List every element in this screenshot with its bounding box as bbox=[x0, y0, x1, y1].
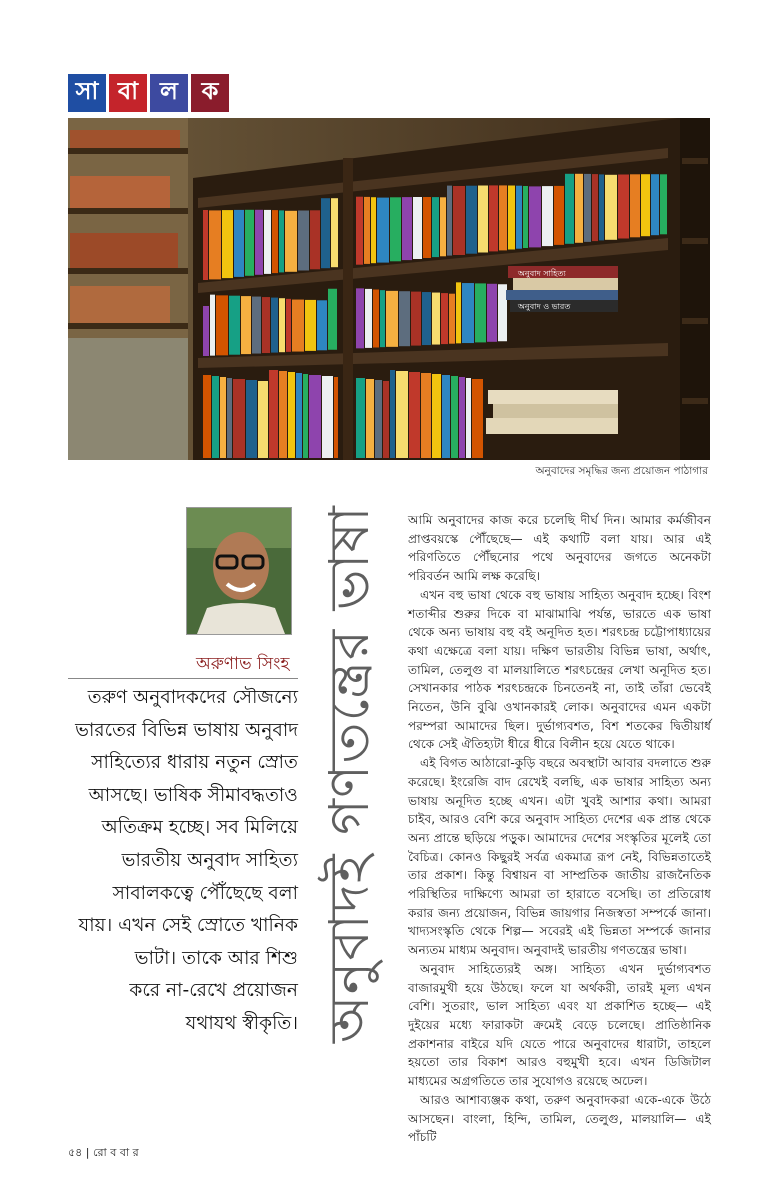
intro-line: আসছে। ভাষিক সীমাবদ্ধতাও bbox=[88, 784, 298, 806]
intro-line: অতিক্রম হচ্ছে। সব মিলিয়ে bbox=[101, 817, 298, 839]
book-spine bbox=[222, 210, 233, 278]
book-label: অনুবাদ সাহিত্য bbox=[518, 269, 566, 278]
book-spine bbox=[288, 372, 295, 458]
book-spine bbox=[309, 375, 321, 458]
book-spine bbox=[466, 186, 477, 254]
book-spine bbox=[599, 174, 604, 240]
author-photo bbox=[186, 507, 292, 635]
book-spine bbox=[432, 293, 440, 345]
book-spine bbox=[449, 294, 455, 344]
publication-name: রো ব বা র bbox=[93, 1146, 139, 1159]
photo-caption: অনুবাদের সমৃদ্ধির জন্য প্রয়োজন পাঠাগার bbox=[535, 465, 708, 477]
book-spine bbox=[499, 185, 507, 250]
book-spine bbox=[216, 295, 228, 355]
intro-line: সাহিত্যের ধারায় নতুন স্রোত bbox=[91, 752, 298, 774]
book-spine bbox=[399, 291, 410, 346]
book-spine bbox=[402, 197, 412, 260]
book-spine bbox=[203, 375, 211, 458]
book-spine bbox=[459, 377, 465, 458]
book-spine bbox=[298, 211, 309, 271]
book-spine bbox=[462, 283, 474, 343]
book-spine bbox=[565, 174, 574, 244]
book-spine bbox=[373, 290, 379, 348]
book-spine bbox=[279, 210, 284, 272]
divider bbox=[68, 678, 298, 679]
book-spine bbox=[305, 300, 316, 351]
book-spine bbox=[592, 174, 598, 241]
book-spine bbox=[292, 300, 304, 352]
book-spine bbox=[321, 198, 330, 268]
book-spine bbox=[241, 296, 251, 354]
book-spine bbox=[413, 197, 422, 259]
paragraph: এই বিগত আঠারো-কুড়ি বছরে অবস্থাটা আবার বদলাতে শুরু করেছে। ইংরেজি বাদ রেখেই বলছি, এক ভাষার সাহিত্য অন্য ভাষায় অনূদিত হচ্ছে এখন। এটা খুবই আশার কথা। আমরা চাইব, আরও বেশি করে অনুবাদ সাহিত্য দেশের এক প্রান্ত থেকে অন্য প্রান্তে ছড়িয়ে পড়ুক। আমাদের দেশের সংস্কৃতির মূলেই তো বৈচিত্র। কোনও কিছুরই সর্বত্র একমাত্র রূপ নেই, বিভিন্নতাতেই তার প্রকাশ। কিন্তু বিশ্বায়ন বা সাম্প্রতিক জাতীয় রাজনৈতিক পরিস্থিতির দাক্ষিণ্যে আমরা তা হারাতে বসেছি। তা প্রতিরোধ করার জন্য প্রয়োজন, বিভিন্ন জায়গার নিজস্বতা সম্পর্কে জানা। খাদ্যসংস্কৃতি থেকে শিল্প— সবেরই এই ভিন্নতা সম্পর্কে জানার অন্যতম মাধ্যম অনুবাদ। অনুবাদই ভারতীয় গণতন্ত্রের ভাষা। bbox=[408, 756, 711, 958]
book-spine bbox=[466, 378, 471, 458]
book-label: অনুবাদ ও ভারত bbox=[518, 302, 571, 311]
book-spine bbox=[529, 186, 541, 247]
book-spine bbox=[456, 282, 461, 343]
intro-line: ভারতের বিভিন্ন ভাষায় অনুবাদ bbox=[75, 719, 298, 741]
intro-line: ভাটা। তাকে আর শিশু bbox=[134, 947, 298, 969]
book-spine bbox=[575, 174, 583, 243]
intro-line: যায়। এখন সেই স্রোতে খানিক bbox=[78, 915, 298, 937]
book-spine bbox=[383, 381, 389, 458]
section-letter: ক bbox=[191, 74, 229, 112]
book-spine bbox=[356, 197, 363, 265]
section-tag bbox=[68, 74, 232, 112]
book-spine bbox=[605, 175, 617, 240]
book-spine bbox=[487, 284, 497, 342]
book-spine bbox=[203, 210, 208, 280]
book-spine bbox=[432, 374, 441, 458]
book-spine bbox=[233, 379, 245, 458]
page-footer bbox=[68, 1144, 139, 1163]
book-spine bbox=[508, 186, 515, 250]
intro-line: তরুণ অনুবাদকদের সৌজন্যে bbox=[87, 687, 298, 708]
book-spine bbox=[328, 289, 337, 350]
book-spine bbox=[364, 197, 370, 264]
book-spine bbox=[523, 186, 528, 248]
book-spine bbox=[489, 185, 498, 251]
book-spine bbox=[442, 375, 450, 458]
book-spine bbox=[279, 298, 285, 352]
book-spine bbox=[366, 379, 374, 458]
book-spine bbox=[542, 186, 553, 246]
book-spine bbox=[356, 378, 365, 458]
book-spine bbox=[453, 186, 465, 255]
book-spine bbox=[371, 197, 376, 263]
book-spine bbox=[390, 197, 401, 261]
book-spine bbox=[296, 373, 302, 458]
paragraph: আমি অনুবাদের কাজ করে চলেছি দীর্ঘ দিন। আমার কর্মজীবন প্রাপ্তবয়স্কে পৌঁছেছে— এই কথাটি বলা যায়। আর এই পরিণতিতে পৌঁছনোর পথে অনুবাদের জগতে অনেকটা পরিবর্তন আমি লক্ষ করেছি। bbox=[408, 513, 711, 584]
book-spine bbox=[451, 376, 458, 458]
book-spine bbox=[317, 300, 327, 350]
book-spine bbox=[584, 174, 591, 242]
book-spine bbox=[660, 174, 667, 234]
book-spine bbox=[303, 374, 308, 458]
book-spine bbox=[272, 210, 278, 273]
author-name: অরুণাভ সিংহ bbox=[196, 654, 290, 674]
book-spine bbox=[396, 371, 408, 458]
book-spine bbox=[271, 298, 278, 353]
book-spine bbox=[375, 380, 382, 458]
book-spine bbox=[279, 371, 287, 458]
section-letter: বা bbox=[109, 74, 147, 112]
book-spine bbox=[203, 306, 209, 356]
section-letter: ল bbox=[150, 74, 188, 112]
article-title: অনুবাদই গণতন্ত্রের ভাষা bbox=[317, 505, 381, 1043]
book-spine bbox=[641, 174, 650, 236]
book-spine bbox=[422, 292, 431, 345]
book-spine bbox=[252, 297, 261, 354]
section-letter: সা bbox=[68, 74, 106, 112]
book-spine bbox=[286, 299, 291, 352]
book-spine bbox=[234, 210, 244, 277]
book-spine bbox=[220, 377, 226, 458]
book-spine bbox=[478, 186, 488, 253]
book-spine bbox=[365, 289, 372, 348]
book-spine bbox=[409, 372, 420, 458]
paragraph: এখন বহু ভাষা থেকে বহু ভাষায় সাহিত্য অনুবাদ হচ্ছে। বিংশ শতাব্দীর শুরুর দিকে বা মাঝামাঝি পর্যন্ত, ভারতে এক ভাষা থেকে অন্য ভাষায় বহু বই অনূদিত হত। শরৎচন্দ্র চট্টোপাধ্যায়ের কথা এক্ষেত্রে বলা যায়। দক্ষিণ ভারতীয় বিভিন্ন ভাষা, অর্থাৎ, তামিল, তেলুগু বা মালয়ালিতে শরৎচন্দ্রের লেখা অনূদিত হত। সেখানকার পাঠক শরৎচন্দ্রকে চিনতেনই না, তাই তাঁরা ভেবেই নিতেন, উনি বুঝি ওখানকারই লোক। অনুবাদের এমন একটা পরম্পরা আমাদের ছিল। দুর্ভাগ্যবশত, বিশ শতকের দ্বিতীয়ার্ধ থেকে সেই ঐতিহ্যটা ধীরে ধীরে বিলীন হয়ে যেতে থাকে। bbox=[408, 587, 711, 752]
book-spine bbox=[390, 370, 395, 458]
book-spine bbox=[209, 210, 221, 279]
book-spine bbox=[356, 288, 364, 348]
book-spine bbox=[651, 174, 659, 235]
book-spine bbox=[447, 186, 452, 256]
book-spine bbox=[630, 174, 640, 237]
book-spine bbox=[554, 186, 564, 245]
book-spine bbox=[386, 291, 398, 347]
book-spine bbox=[331, 198, 338, 267]
intro-line: করে না-রেখে প্রয়োজন bbox=[129, 980, 298, 1002]
book-spine bbox=[255, 210, 263, 275]
book-spine bbox=[258, 381, 268, 458]
hero-photo bbox=[68, 118, 710, 460]
paragraph: অনুবাদ সাহিত্যেরই অঙ্গ। সাহিত্য এখন দুর্ভাগ্যবশত বাজারমুখী হয়ে উঠছে। ফলে যা অর্থকরী, তারই মূল্য এখন বেশি। সুতরাং, ভাল সাহিত্য এবং যা প্রকাশিত হচ্ছে— এই দুইয়ের মধ্যে ফারাকটা ক্রমেই বেড়ে চলেছে। প্রাতিষ্ঠানিক প্রকাশনার বাইরে যদি যেতে পারে অনুবাদের ধারাটা, তাহলে হয়তো তার বিকাশ আরও বহুমুখী হবে। এখন ডিজিটাল মাধ্যমের অগ্রগতিতে তার সুযোগও রয়েছে অঢেল। bbox=[408, 961, 711, 1089]
page-number: ৫৪ bbox=[68, 1146, 83, 1159]
footer-separator: | bbox=[85, 1146, 90, 1159]
intro-line: সাবালকত্বে পৌঁছেছে বলা bbox=[112, 882, 298, 904]
book-spine bbox=[440, 197, 446, 256]
book-spine bbox=[246, 380, 257, 458]
book-spine bbox=[212, 376, 219, 458]
intro-line: যথাযথ স্বীকৃতি। bbox=[185, 1012, 298, 1034]
book-spine bbox=[423, 197, 431, 258]
book-spine bbox=[421, 373, 431, 458]
book-spine bbox=[498, 284, 507, 341]
book-spine bbox=[475, 283, 486, 342]
intro-quote bbox=[70, 682, 298, 1041]
book-spine bbox=[322, 376, 333, 458]
book-spine bbox=[432, 197, 439, 257]
book-spine bbox=[377, 198, 389, 263]
book-spine bbox=[269, 370, 278, 458]
book-spine bbox=[380, 290, 385, 347]
book-spine bbox=[441, 293, 448, 344]
book-spine bbox=[411, 292, 421, 346]
book-spine bbox=[229, 296, 240, 355]
book-spine bbox=[210, 295, 215, 356]
book-spine bbox=[227, 378, 232, 458]
book-spine bbox=[618, 175, 629, 239]
book-spine bbox=[334, 377, 338, 458]
book-spine bbox=[516, 186, 522, 249]
book-spine bbox=[310, 210, 320, 269]
article-body bbox=[408, 511, 711, 1147]
book-spine bbox=[285, 211, 297, 272]
paragraph: আরও আশাব্যঞ্জক কথা, তরুণ অনুবাদকরা একে-একে উঠে আসছেন। বাংলা, হিন্দি, তামিল, তেলুগু, মালয়ালি— এই পাঁচটি bbox=[408, 1092, 711, 1145]
book-spine bbox=[472, 379, 483, 458]
book-spine bbox=[264, 210, 271, 274]
intro-line: ভারতীয় অনুবাদ সাহিত্য bbox=[121, 849, 298, 871]
book-spine bbox=[262, 297, 270, 353]
book-spine bbox=[245, 210, 254, 276]
